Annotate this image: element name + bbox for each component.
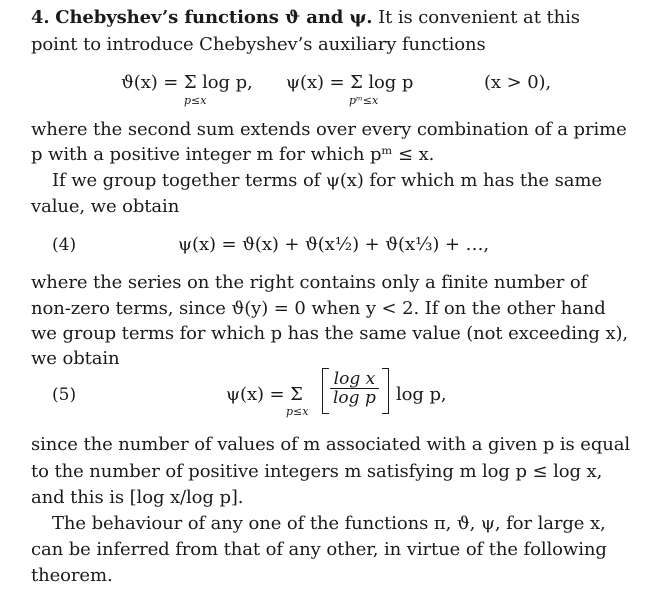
equation-5-rhs: log p, bbox=[396, 384, 447, 405]
equation-4: ψ(x) = ϑ(x) + ϑ(x½) + ϑ(x⅓) + …, bbox=[178, 234, 490, 255]
floor-bracket-left bbox=[322, 368, 329, 414]
fraction-numerator: log x bbox=[333, 369, 376, 389]
intro-line-2: point to introduce Chebyshev’s auxiliary functions bbox=[31, 34, 486, 55]
equation-4-label: (4) bbox=[52, 235, 77, 255]
para5-line3: theorem. bbox=[31, 565, 113, 586]
equation-5-lhs: ψ(x) = Σ bbox=[226, 384, 303, 405]
equation-5-fraction bbox=[330, 370, 379, 407]
section-heading-line bbox=[31, 7, 580, 29]
section-number: 4. bbox=[31, 7, 50, 28]
para2-line1: If we group together terms of ψ(x) for which m has the same bbox=[52, 170, 602, 191]
psi-definition: ψ(x) = Σ log p bbox=[286, 72, 414, 93]
theta-definition: ϑ(x) = Σ log p, bbox=[121, 72, 253, 93]
para3-line4: we obtain bbox=[31, 348, 120, 369]
fraction-denominator: log p bbox=[330, 388, 379, 407]
para4-line1: since the number of values of m associated with a given p is equal bbox=[31, 434, 631, 455]
para3-line1: where the series on the right contains only a finite number of bbox=[31, 272, 588, 293]
section-title: Chebyshev’s functions ϑ and ψ. bbox=[55, 7, 373, 28]
domain-condition: (x > 0), bbox=[484, 72, 552, 93]
para1-line1: where the second sum extends over every combination of a prime bbox=[31, 119, 627, 140]
floor-bracket-right bbox=[382, 368, 389, 414]
para3-line2: non-zero terms, since ϑ(y) = 0 when y < 2. If on the other hand bbox=[31, 298, 606, 319]
equation-5-label: (5) bbox=[52, 385, 77, 405]
equation-5-subscript: p≤x bbox=[286, 405, 309, 418]
theta-sum-subscript: p≤x bbox=[184, 94, 207, 107]
para1-line2: p with a positive integer m for which pᵐ ≤ x. bbox=[31, 144, 435, 165]
section-intro-rest: It is convenient at this bbox=[378, 7, 580, 28]
para5-line1: The behaviour of any one of the functions π, ϑ, ψ, for large x, bbox=[52, 513, 606, 534]
para4-line3: and this is [log x/log p]. bbox=[31, 487, 244, 508]
para3-line3: we group terms for which p has the same value (not exceeding x), bbox=[31, 323, 629, 344]
para2-line2: value, we obtain bbox=[31, 196, 180, 217]
psi-sum-subscript: pᵐ≤x bbox=[349, 94, 379, 107]
para5-line2: can be inferred from that of any other, in virtue of the following bbox=[31, 539, 607, 560]
para4-line2: to the number of positive integers m satisfying m log p ≤ log x, bbox=[31, 461, 603, 482]
